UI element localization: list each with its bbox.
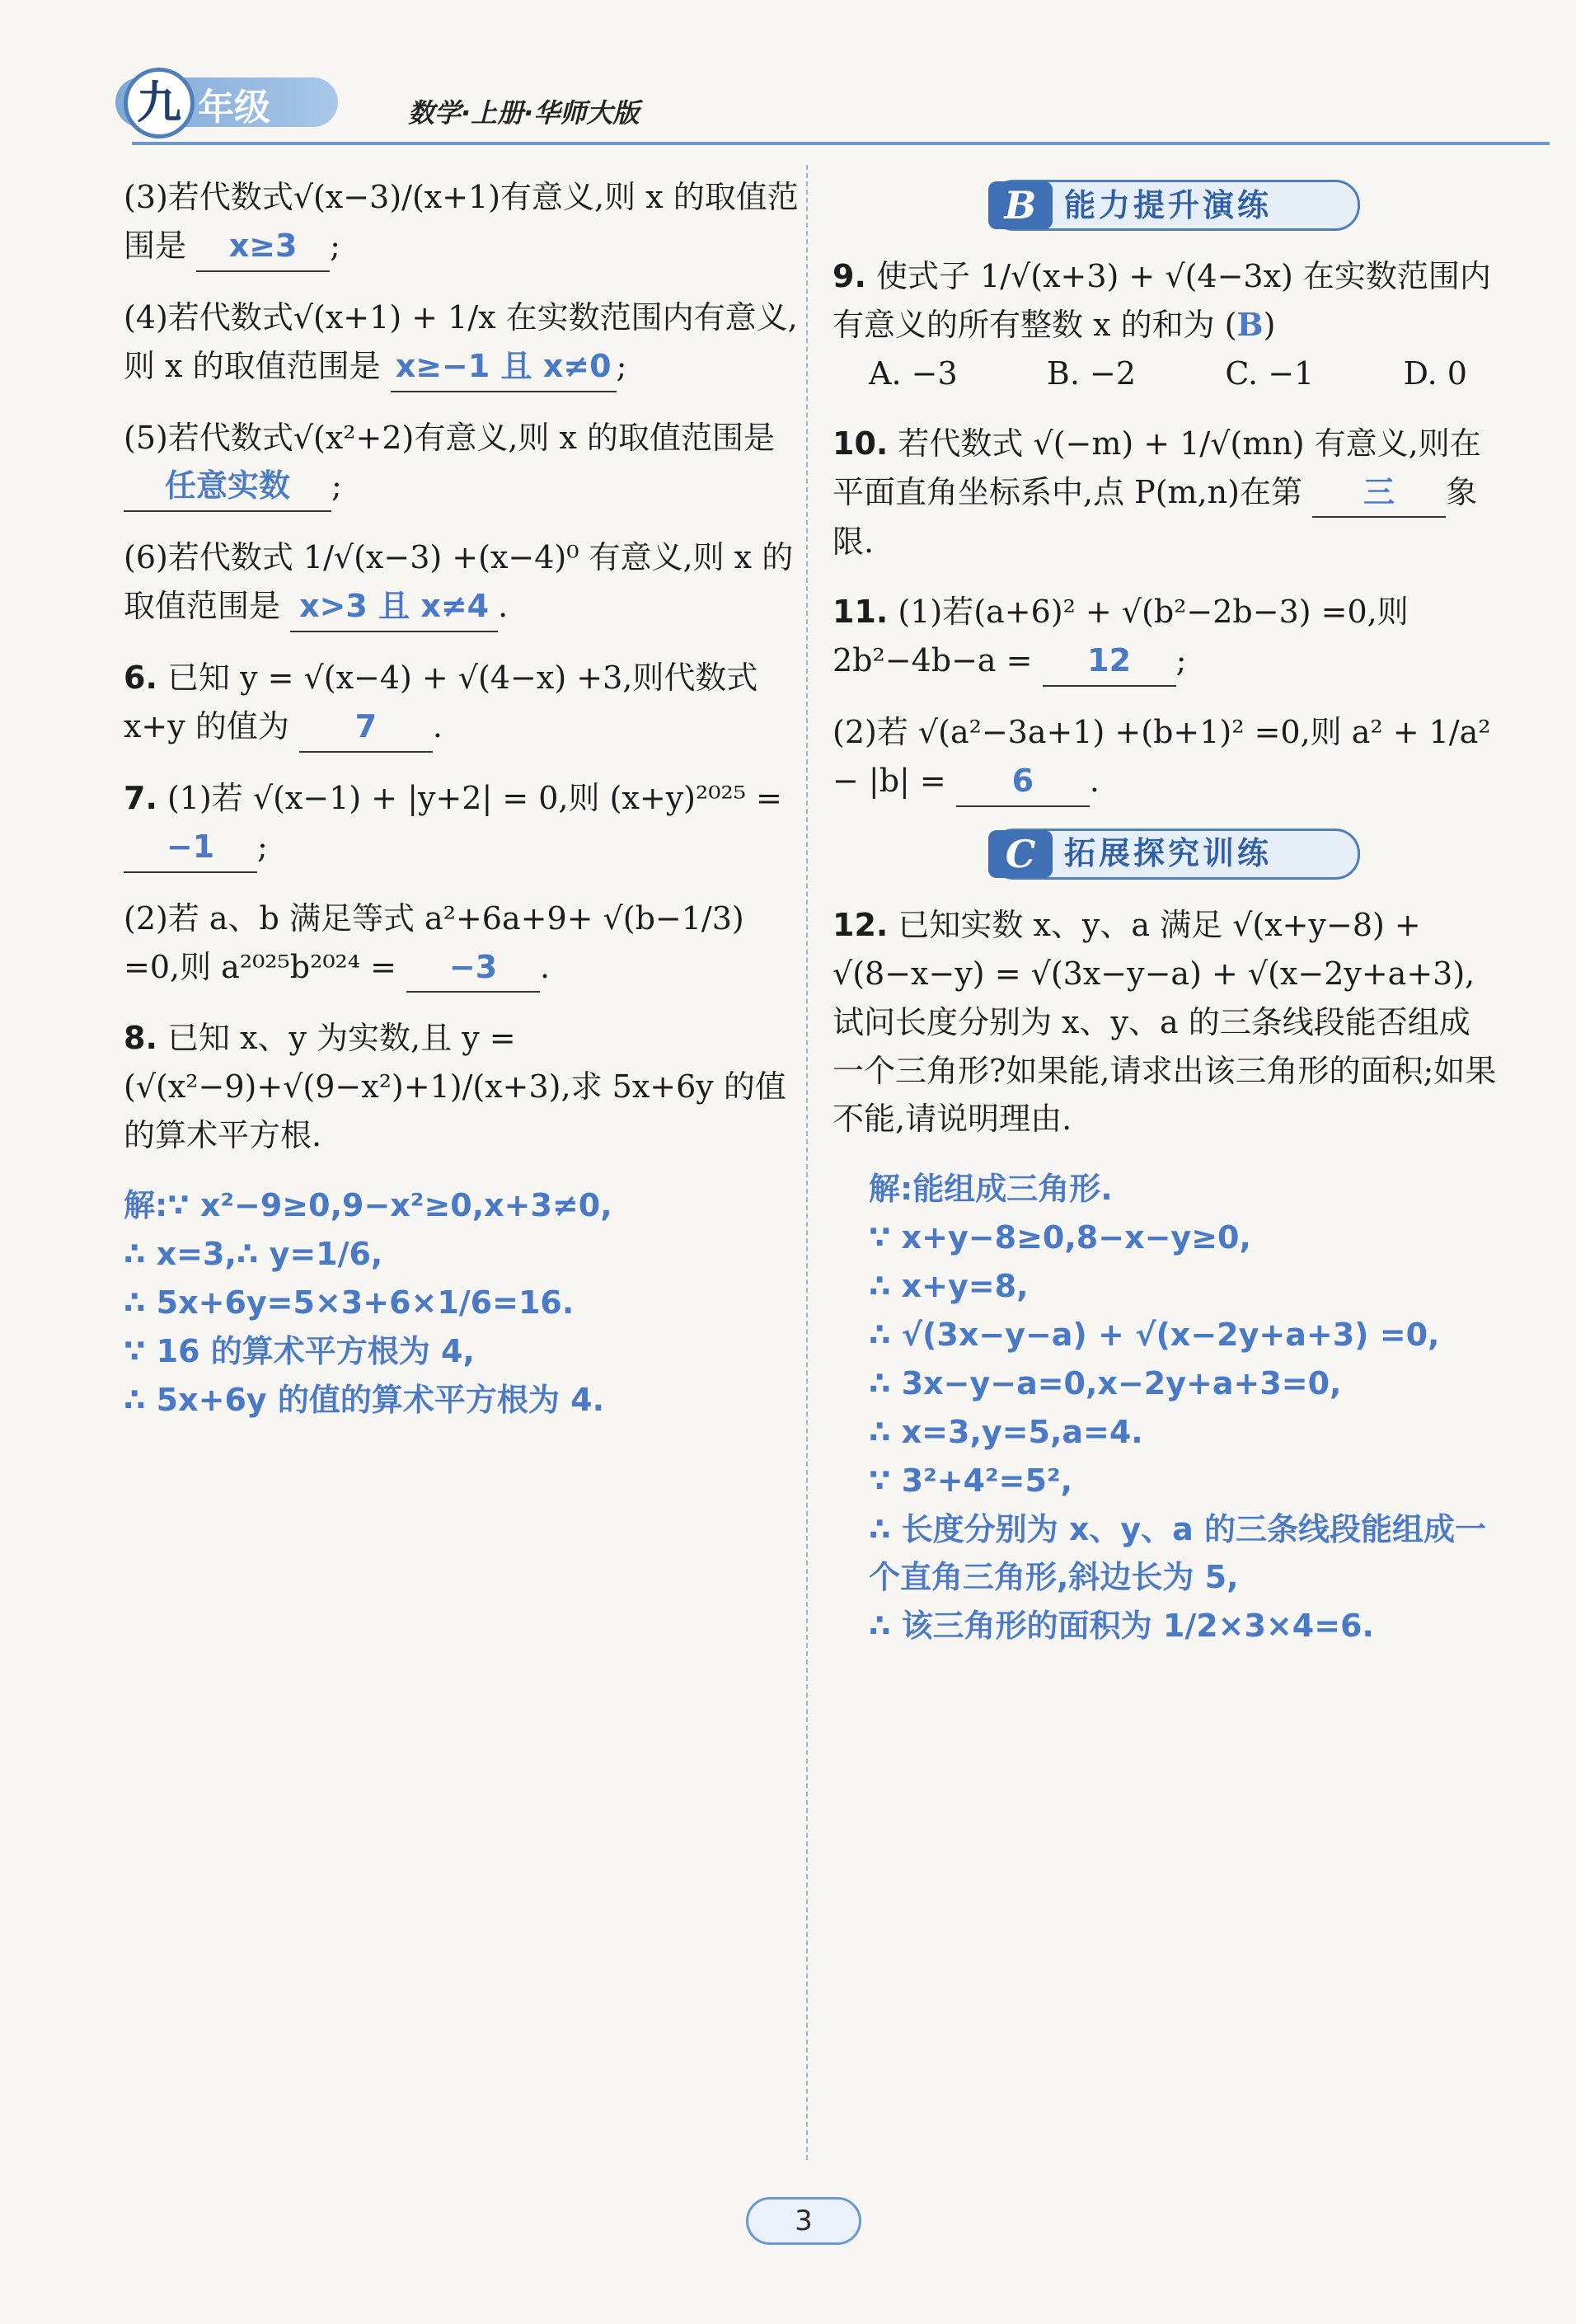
punctuation: ; (331, 467, 342, 505)
question-7-1 (124, 774, 808, 873)
section-c-banner (989, 829, 1360, 880)
grade-label: 年级 (198, 87, 270, 129)
solution-line: ∴ √(3x−y−a) + √(x−2y+a+3) =0, (869, 1317, 1440, 1354)
question-text: 已知 x、y 为实数,且 y = (√(x²−9)+√(9−x²)+1)/(x+3),求 5x+6y 的值的算术平方根. (124, 1020, 786, 1154)
solution-line: 解:∵ x²−9≥0,9−x²≥0,x+3≠0, (124, 1187, 612, 1224)
solution-line: ∴ x=3,y=5,a=4. (869, 1413, 1143, 1450)
question-12 (833, 901, 1500, 1143)
left-column (124, 173, 808, 1425)
question-8 (124, 1014, 808, 1160)
solution-line: ∵ x+y−8≥0,8−x−y≥0, (869, 1219, 1251, 1256)
punctuation: . (498, 588, 509, 625)
solution-line: ∵ 16 的算术平方根为 4, (124, 1332, 475, 1369)
question-number: 8. (124, 1020, 157, 1057)
question-text: (1)若(a+6)² + √(b²−2b−3) =0,则 2b²−4b−a = (833, 594, 1409, 679)
option-a: A. −3 (869, 354, 958, 392)
solution-line: ∴ 5x+6y 的值的算术平方根为 4. (124, 1381, 605, 1418)
question-8-solution (124, 1181, 808, 1424)
solution-line: ∴ 长度分别为 x、y、a 的三条线段能组成一个直角三角形,斜边长为 5, (869, 1510, 1487, 1596)
grade-number: 九 (124, 68, 195, 139)
answer-blank: x>3 且 x≠4 (290, 582, 498, 632)
punctuation: . (540, 948, 551, 985)
question-11-1 (833, 588, 1500, 687)
solution-line: ∴ 3x−y−a=0,x−2y+a+3=0, (869, 1364, 1342, 1401)
answer-blank: 12 (1043, 636, 1176, 687)
answer-blank: 任意实数 (124, 462, 331, 512)
page-header (82, 66, 1500, 148)
question-number: 7. (124, 779, 157, 816)
option-d: D. 0 (1403, 354, 1467, 392)
section-b-banner (989, 180, 1360, 231)
answer-blank: 7 (299, 702, 433, 753)
punctuation: . (432, 708, 443, 745)
question-text: 已知 y = √(x−4) + √(4−x) +3,则代数式 x+y 的值为 (124, 660, 758, 745)
question-text: (4)若代数式√(x+1) + 1/x 在实数范围内有意义,则 x 的取值范围是 (124, 298, 798, 384)
answer-blank: −3 (406, 943, 540, 993)
question-text: 已知实数 x、y、a 满足 √(x+y−8) + √(8−x−y) = √(3x−y−a) + √(x−2y+a+3),试问长度分别为 x、y、a 的三条线段能否组成一个三角形?如果能,请求出该三角形的面积;如果不能,请说明理由. (833, 906, 1497, 1138)
question-number: 9. (833, 258, 866, 294)
punctuation: ; (330, 227, 340, 264)
question-7-2 (124, 894, 808, 993)
solution-line: ∴ x=3,∴ y=1/6, (124, 1236, 383, 1273)
option-b: B. −2 (1046, 354, 1137, 392)
answer-blank: x≥3 (196, 222, 330, 272)
question-10 (833, 420, 1500, 567)
question-5-6 (124, 533, 808, 632)
question-text: (2)若 √(a²−3a+1) +(b+1)² =0,则 a² + 1/a² − |b| = (833, 714, 1491, 800)
solution-line: ∴ 5x+6y=5×3+6×1/6=16. (124, 1284, 575, 1321)
question-6 (124, 654, 808, 753)
section-letter-b: B (988, 181, 1053, 229)
option-c: C. −1 (1225, 354, 1315, 392)
answer-blank: 三 (1312, 468, 1446, 519)
subject-title: 数学·上册·华师大版 (408, 97, 640, 129)
question-number: 6. (124, 660, 157, 697)
solution-line: 解:能组成三角形. (869, 1171, 1113, 1208)
question-5-3 (124, 173, 808, 272)
punctuation: ; (257, 828, 268, 865)
question-11-2 (833, 708, 1500, 807)
question-text: (1)若 √(x−1) + |y+2| = 0,则 (x+y)²⁰²⁵ = (167, 779, 782, 816)
answer-blank: 6 (956, 757, 1090, 807)
answer-blank: x≥−1 且 x≠0 (391, 342, 617, 392)
question-text: (5)若代数式√(x²+2)有意义,则 x 的取值范围是 (124, 419, 776, 456)
question-12-solution (833, 1165, 1500, 1650)
section-title: 能力提升演练 (1064, 186, 1273, 223)
question-text: (2)若 a、b 满足等式 a²+6a+9+ √(b−1/3) =0,则 a²⁰²⁵b²⁰²⁴ = (124, 899, 744, 985)
section-letter-c: C (988, 830, 1053, 878)
question-text: 使式子 1/√(x+3) + √(4−3x) 在实数范围内有意义的所有整数 x 的和为 (833, 258, 1491, 343)
solution-line: ∴ x+y=8, (869, 1268, 1029, 1305)
page-number: 3 (746, 2197, 861, 2245)
punctuation: . (1089, 763, 1100, 800)
question-5-4 (124, 293, 808, 392)
right-column (833, 173, 1500, 1650)
question-9-options (833, 350, 1500, 398)
question-number: 11. (833, 594, 889, 631)
section-title: 拓展探究训练 (1064, 835, 1273, 872)
question-number: 12. (833, 906, 889, 943)
answer-blank: −1 (124, 823, 257, 873)
solution-line: ∴ 该三角形的面积为 1/2×3×4=6. (869, 1608, 1374, 1645)
question-text: (3)若代数式√(x−3)/(x+1)有意义,则 x 的取值范围是 (124, 179, 799, 264)
solution-line: ∵ 3²+4²=5², (869, 1462, 1073, 1499)
punctuation: ; (616, 347, 627, 384)
question-text: (6)若代数式 1/√(x−3) +(x−4)⁰ 有意义,则 x 的取值范围是 (124, 539, 794, 625)
punctuation: ; (1175, 642, 1187, 679)
choice-answer: B (1236, 305, 1264, 343)
question-number: 10. (833, 425, 889, 462)
question-9: 9. 使式子 1/√(x+3) + √(4−3x) 在实数范围内有意义的所有整数 x 的和为 (B) (833, 258, 1491, 343)
question-text-end: 象限. (833, 473, 1478, 561)
header-divider (132, 142, 1550, 145)
question-5-5 (124, 414, 808, 513)
question-text: 若代数式 √(−m) + 1/√(mn) 有意义,则在平面直角坐标系中,点 P(m,n)在第 (833, 425, 1481, 510)
